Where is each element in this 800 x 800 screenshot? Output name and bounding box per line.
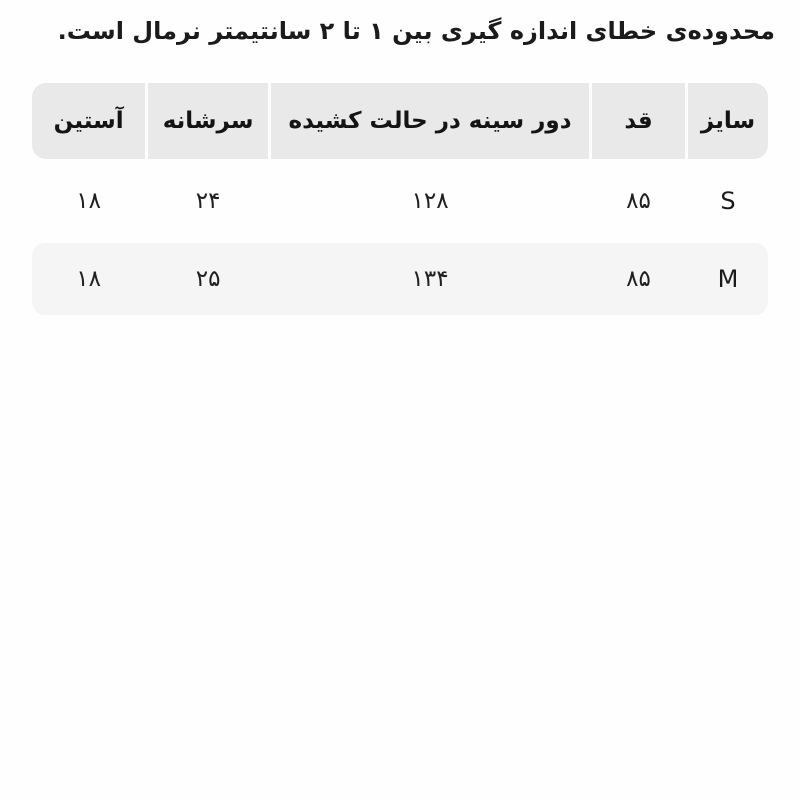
cell-m-chest: ۱۳۴ xyxy=(411,266,449,293)
table-row-size-s xyxy=(32,159,768,243)
cell-m-height: ۸۵ xyxy=(626,266,651,293)
table-row-size-m xyxy=(32,243,768,315)
cell-m-shoulder: ۲۵ xyxy=(195,266,221,293)
cell-m-sleeve: ۱۸ xyxy=(76,266,101,293)
size-table-header-row xyxy=(32,83,768,159)
cell-m-size: M xyxy=(717,265,739,294)
measurement-tolerance-note: محدوده‌ی خطای اندازه گیری بین ۱ تا ۲ سانتیمتر نرمال است. xyxy=(57,17,775,45)
header-cell-shoulder: سرشانه xyxy=(148,83,268,159)
header-cell-size: سایز xyxy=(688,83,768,159)
cell-s-height: ۸۵ xyxy=(626,188,651,215)
header-cell-sleeve: آستین xyxy=(32,83,145,159)
cell-s-sleeve: ۱۸ xyxy=(76,188,101,215)
cell-s-shoulder: ۲۴ xyxy=(195,188,221,215)
cell-s-chest: ۱۲۸ xyxy=(411,188,449,215)
header-cell-chest-stretched: دور سینه در حالت کشیده xyxy=(271,83,589,159)
cell-s-size: S xyxy=(720,187,736,216)
size-table xyxy=(32,83,768,315)
header-cell-height: قد xyxy=(592,83,685,159)
